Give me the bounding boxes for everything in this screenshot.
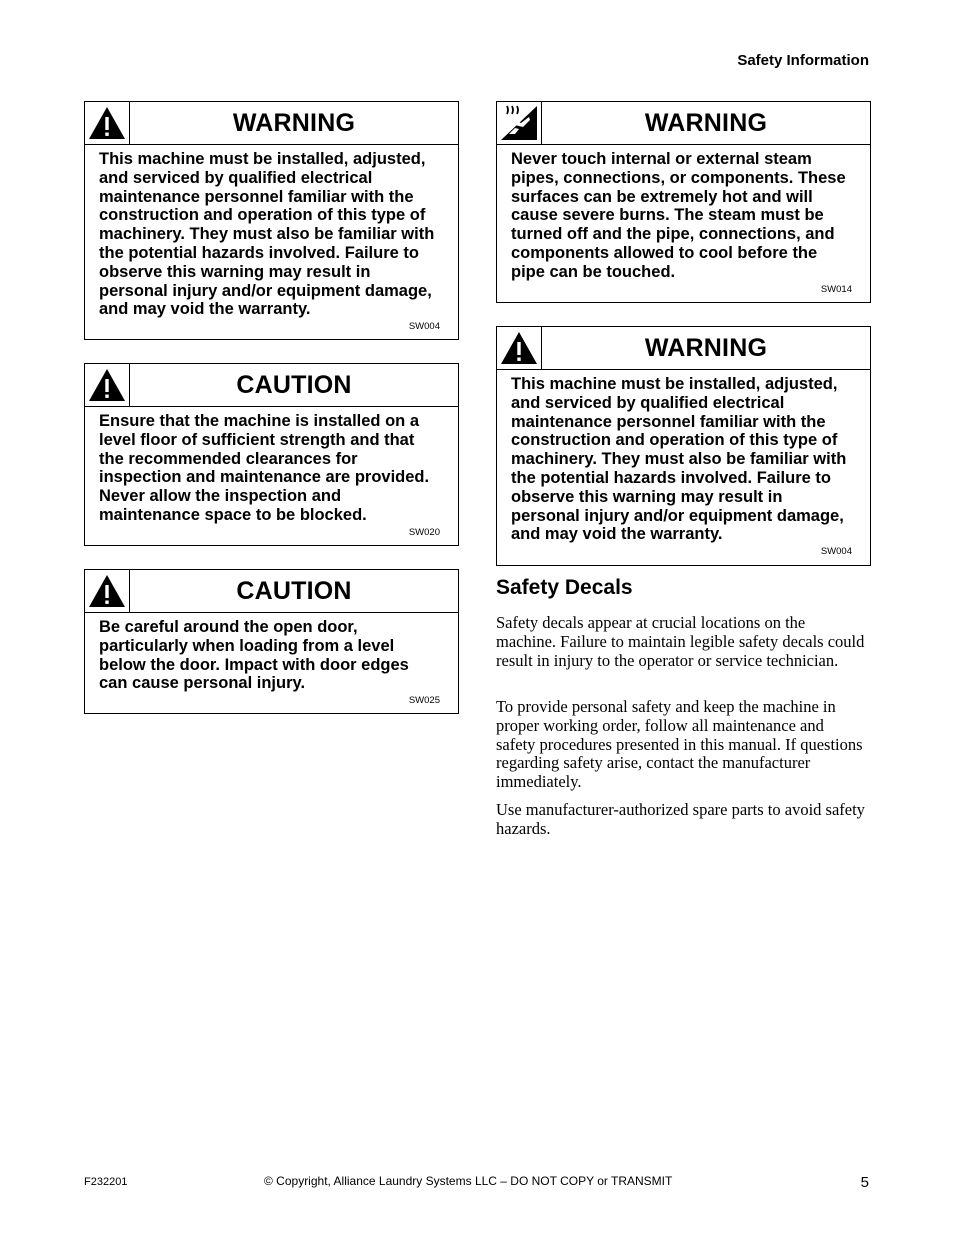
warning-box-installation xyxy=(84,101,459,340)
paragraph: Use manufacturer-authorized spare parts to avoid safety hazards. xyxy=(496,800,865,838)
box-text: This machine must be installed, adjusted, and serviced by qualified electrical maintenance personnel familiar with the construction and operation of this type of machinery. They must also be familiar with the potential hazards involved. Failure to observe this warning may result in personal injury and/or equipment damage, and may void the warranty. xyxy=(511,375,847,544)
warning-triangle-icon xyxy=(85,364,130,406)
box-code: SW004 xyxy=(408,321,440,333)
document-number: F232201 xyxy=(84,1176,128,1188)
box-text: Ensure that the machine is installed on a level floor of sufficient strength and that the recommended clearances for inspection and maintenance are provided. Never allow the inspection and maintenance space to be blocked. xyxy=(99,412,430,524)
box-title: CAUTION xyxy=(236,576,352,605)
section-header: Safety Information xyxy=(737,52,869,69)
box-text: This machine must be installed, adjusted, and serviced by qualified electrical maintenance personnel familiar with the construction and operation of this type of machinery. They must also be familiar with the potential hazards involved. Failure to observe this warning may result in personal injury and/or equipment damage, and may void the warranty. xyxy=(99,150,435,319)
caution-box-door xyxy=(84,569,459,714)
warning-triangle-icon xyxy=(85,102,130,144)
box-code: SW025 xyxy=(408,695,440,707)
warning-triangle-icon xyxy=(85,570,130,612)
box-code: SW014 xyxy=(820,283,852,295)
caution-box-floor xyxy=(84,363,459,546)
box-text: Never touch internal or external steam pipes, connections, or components. These surfaces can be extremely hot and will cause severe burns. The steam must be turned off and the pipe, connections, and components allowed to cool before the pipe can be touched. xyxy=(511,150,846,281)
hot-surface-icon xyxy=(497,102,542,144)
box-title: WARNING xyxy=(644,108,768,137)
page-number: 5 xyxy=(860,1174,869,1191)
copyright-notice: © Copyright, Alliance Laundry Systems LLC – DO NOT COPY or TRANSMIT xyxy=(264,1174,673,1188)
box-title: WARNING xyxy=(644,333,768,362)
box-header xyxy=(497,102,870,145)
paragraph: To provide personal safety and keep the machine in proper working order, follow all maintenance and safety procedures presented in this manual. If questions regarding safety arise, contact the manufacturer immediately. xyxy=(496,697,863,792)
section-heading-safety-decals: Safety Decals xyxy=(496,576,633,599)
box-code: SW020 xyxy=(408,526,440,538)
box-title: WARNING xyxy=(232,108,356,137)
paragraph: Safety decals appear at crucial locations on the machine. Failure to maintain legible safety decals could result in injury to the operator or service technician. xyxy=(496,613,865,670)
box-header xyxy=(85,102,458,145)
box-title: CAUTION xyxy=(236,370,352,399)
box-header xyxy=(85,570,458,613)
box-header xyxy=(497,327,870,370)
box-text: Be careful around the open door, particularly when loading from a level below the door. Impact with door edges can cause personal injury. xyxy=(99,618,409,693)
box-header xyxy=(85,364,458,407)
warning-box-steam xyxy=(496,101,871,303)
box-code: SW004 xyxy=(820,546,852,558)
warning-triangle-icon xyxy=(497,327,542,369)
warning-box-installation-repeat xyxy=(496,326,871,566)
